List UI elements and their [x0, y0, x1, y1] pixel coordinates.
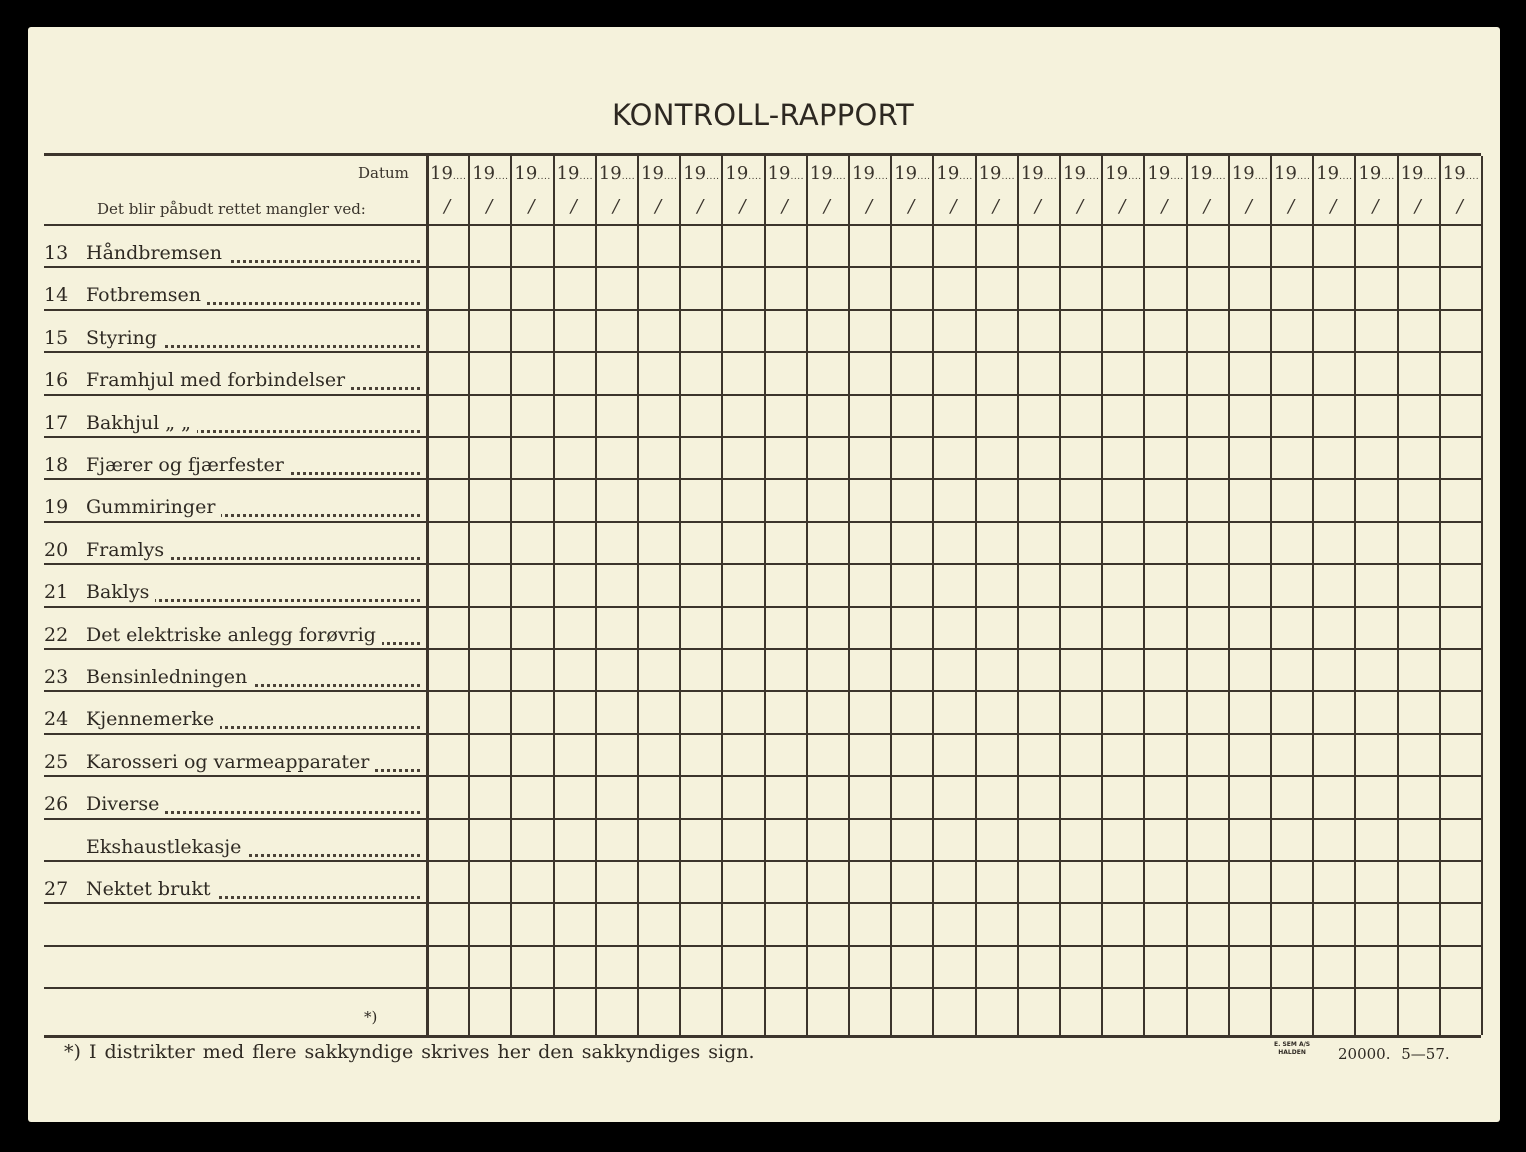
column-year: [1105, 163, 1141, 184]
year-dots: ....: [1001, 172, 1015, 182]
column-year: [979, 163, 1015, 184]
year-prefix: 19: [1442, 163, 1466, 184]
print-run: 20000. 5—57.: [1338, 1045, 1450, 1063]
column-year: [1316, 163, 1352, 184]
year-prefix: 19: [894, 163, 918, 184]
column-year: [430, 163, 466, 184]
row-label-text: Ekshaustlekasje: [86, 836, 247, 858]
column-date-slash: /: [781, 196, 788, 217]
column-date-slash: /: [1203, 196, 1210, 217]
column-year: [472, 163, 508, 184]
row-number: 27: [44, 878, 69, 900]
page-title: KONTROLL-RAPPORT: [611, 98, 915, 132]
row-label-text: Framlys: [86, 539, 170, 561]
row-number: 14: [44, 284, 69, 306]
column-year: [683, 163, 719, 184]
row-number: 25: [44, 751, 69, 773]
column-date-slash: /: [1161, 196, 1168, 217]
year-dots: ....: [663, 172, 678, 182]
year-dots: ....: [1170, 172, 1184, 182]
column-rule: [764, 156, 766, 1035]
column-date-slash: /: [908, 196, 915, 217]
column-date-slash: /: [1119, 196, 1126, 217]
column-year: [852, 163, 888, 184]
column-date-slash: /: [1288, 196, 1295, 217]
year-dots: ....: [1296, 172, 1311, 182]
year-prefix: 19: [430, 163, 453, 184]
year-prefix: 19: [1316, 163, 1340, 184]
year-dots: ....: [748, 172, 762, 182]
row-label: [86, 369, 420, 395]
column-year: [514, 163, 550, 184]
row-number: 20: [44, 539, 69, 561]
year-prefix: 19: [767, 163, 791, 184]
row-number: 16: [44, 369, 69, 391]
column-rule: [1439, 156, 1441, 1035]
column-date-slash: /: [1456, 196, 1463, 217]
column-year: [768, 163, 804, 184]
year-dots: ....: [706, 172, 720, 182]
column-year: [1190, 163, 1226, 184]
label-divider: [426, 156, 429, 1035]
column-rule: [595, 156, 597, 1035]
year-prefix: 19: [1105, 163, 1129, 184]
row-number: 21: [44, 581, 69, 603]
year-dots: ....: [1085, 172, 1100, 182]
column-date-slash: /: [444, 196, 451, 217]
row-label: [86, 454, 420, 480]
year-prefix: 19: [683, 163, 707, 184]
column-year: [1358, 163, 1394, 184]
column-rule: [679, 156, 681, 1035]
signature-marker: *): [364, 1008, 378, 1026]
row-number: 23: [44, 666, 69, 688]
row-label: [86, 666, 420, 692]
column-rule: [806, 156, 808, 1035]
column-date-slash: /: [1034, 196, 1041, 217]
year-prefix: 19: [1274, 163, 1297, 184]
top-rule: [44, 153, 1481, 156]
datum-label: Datum: [358, 164, 409, 182]
column-date-slash: /: [612, 196, 619, 217]
row-label: [86, 581, 420, 607]
row-label: [86, 793, 420, 819]
column-year: [810, 163, 846, 184]
row-number: 18: [44, 454, 69, 476]
row-label-text: Framhjul med forbindelser: [86, 369, 351, 391]
column-rule: [1481, 156, 1483, 1035]
year-dots: ....: [1128, 172, 1142, 182]
row-label-text: Nektet brukt: [86, 878, 217, 900]
row-label-text: Karosseri og varmeapparater: [86, 751, 375, 773]
column-date-slash: /: [486, 196, 493, 217]
printer-town: HALDEN: [1278, 1049, 1306, 1056]
column-rule: [1101, 156, 1103, 1035]
year-dots: ....: [1339, 172, 1353, 182]
year-dots: ....: [790, 172, 804, 182]
header-rule: [44, 224, 1481, 226]
column-date-slash: /: [739, 196, 746, 217]
row-number: 26: [44, 793, 69, 815]
column-date-slash: /: [697, 196, 704, 217]
year-prefix: 19: [725, 163, 749, 184]
year-prefix: 19: [598, 163, 622, 184]
column-year: [599, 163, 635, 184]
column-year: [1232, 163, 1268, 184]
column-year: [936, 163, 972, 184]
year-dots: ....: [495, 172, 509, 182]
year-prefix: 19: [1400, 163, 1424, 184]
column-rule: [1312, 156, 1314, 1035]
year-prefix: 19: [809, 163, 833, 184]
year-dots: ....: [832, 172, 847, 182]
footnote: *) I distrikter med flere sakkyndige skrives her den sakkyndiges sign.: [64, 1041, 755, 1063]
column-year: [894, 163, 930, 184]
row-label: [86, 412, 420, 438]
year-prefix: 19: [1231, 163, 1255, 184]
year-prefix: 19: [1020, 163, 1044, 184]
row-label-text: Fjærer og fjærfester: [86, 454, 290, 476]
column-date-slash: /: [1077, 196, 1084, 217]
column-rule: [1143, 156, 1145, 1035]
column-rule: [932, 156, 934, 1035]
row-label: [86, 624, 420, 650]
column-rule: [553, 156, 555, 1035]
column-rule: [721, 156, 723, 1035]
row-number: 17: [44, 412, 69, 434]
row-label-text: Bakhjul „ „: [86, 412, 197, 434]
column-year: [1443, 163, 1479, 184]
column-date-slash: /: [1330, 196, 1337, 217]
year-prefix: 19: [1147, 163, 1171, 184]
printer-name: E. SEM A/S: [1274, 1041, 1311, 1048]
row-label: [86, 751, 420, 777]
column-rule: [1397, 156, 1399, 1035]
column-year: [725, 163, 761, 184]
row-number: 19: [44, 496, 69, 518]
column-rule: [468, 156, 470, 1035]
year-prefix: 19: [1063, 163, 1086, 184]
column-rule: [890, 156, 892, 1035]
year-prefix: 19: [556, 163, 580, 184]
column-year: [557, 163, 593, 184]
column-date-slash: /: [1372, 196, 1379, 217]
column-date-slash: /: [570, 196, 577, 217]
year-prefix: 19: [852, 163, 875, 184]
row-number: 22: [44, 624, 69, 646]
column-year: [1063, 163, 1099, 184]
column-date-slash: /: [866, 196, 873, 217]
row-label: [86, 327, 420, 353]
column-rule: [510, 156, 512, 1035]
row-label-text: Fotbremsen: [86, 284, 207, 306]
row-label-text: Det elektriske anlegg forøvrig: [86, 624, 382, 646]
year-prefix: 19: [1189, 163, 1213, 184]
column-date-slash: /: [655, 196, 662, 217]
row-number: 15: [44, 327, 69, 349]
year-prefix: 19: [641, 163, 664, 184]
column-date-slash: /: [1245, 196, 1252, 217]
column-rule: [1228, 156, 1230, 1035]
year-prefix: 19: [514, 163, 538, 184]
column-date-slash: /: [1414, 196, 1421, 217]
year-prefix: 19: [1358, 163, 1382, 184]
column-year: [1274, 163, 1310, 184]
year-dots: ....: [1254, 172, 1269, 182]
column-rule: [637, 156, 639, 1035]
row-label: [86, 708, 420, 734]
column-year: [1021, 163, 1057, 184]
year-dots: ....: [1212, 172, 1226, 182]
row-label-text: Bensinledningen: [86, 666, 253, 688]
row-label-text: Håndbremsen: [86, 242, 228, 264]
printer-imprint: [1274, 1041, 1310, 1057]
year-prefix: 19: [472, 163, 496, 184]
column-year: [641, 163, 677, 184]
year-dots: ....: [452, 172, 467, 182]
column-rule: [848, 156, 850, 1035]
year-dots: ....: [1381, 172, 1395, 182]
row-label: [86, 496, 420, 522]
column-date-slash: /: [992, 196, 999, 217]
row-label-text: Diverse: [86, 793, 165, 815]
year-dots: ....: [874, 172, 889, 182]
column-rule: [1270, 156, 1272, 1035]
column-rule: [1059, 156, 1061, 1035]
year-prefix: 19: [978, 163, 1002, 184]
row-label: [86, 242, 420, 268]
column-rule: [1186, 156, 1188, 1035]
year-prefix: 19: [936, 163, 960, 184]
column-date-slash: /: [950, 196, 957, 217]
year-dots: ....: [1043, 172, 1058, 182]
year-dots: ....: [579, 172, 593, 182]
column-rule: [1017, 156, 1019, 1035]
row-label: [86, 878, 420, 904]
column-rule: [1354, 156, 1356, 1035]
row-label: [86, 836, 420, 862]
year-dots: ....: [621, 172, 636, 182]
row-label-text: Styring: [86, 327, 163, 349]
column-rule: [975, 156, 977, 1035]
bottom-rule: [44, 1035, 1481, 1038]
year-dots: ....: [959, 172, 973, 182]
year-dots: ....: [537, 172, 551, 182]
row-label-text: Baklys: [86, 581, 155, 603]
row-label-text: Gummiringer: [86, 496, 221, 518]
column-year: [1147, 163, 1183, 184]
instruction-text: Det blir påbudt rettet mangler ved:: [97, 200, 366, 218]
row-number: 13: [44, 242, 69, 264]
row-number: 24: [44, 708, 69, 730]
column-date-slash: /: [528, 196, 535, 217]
column-year: [1401, 163, 1437, 184]
row-rule: [44, 987, 1481, 989]
year-dots: ....: [1423, 172, 1437, 182]
row-rule: [44, 945, 1481, 947]
column-date-slash: /: [823, 196, 830, 217]
year-dots: ....: [1465, 172, 1480, 182]
row-label: [86, 539, 420, 565]
year-dots: ....: [917, 172, 931, 182]
row-label: [86, 284, 420, 310]
row-label-text: Kjennemerke: [86, 708, 220, 730]
